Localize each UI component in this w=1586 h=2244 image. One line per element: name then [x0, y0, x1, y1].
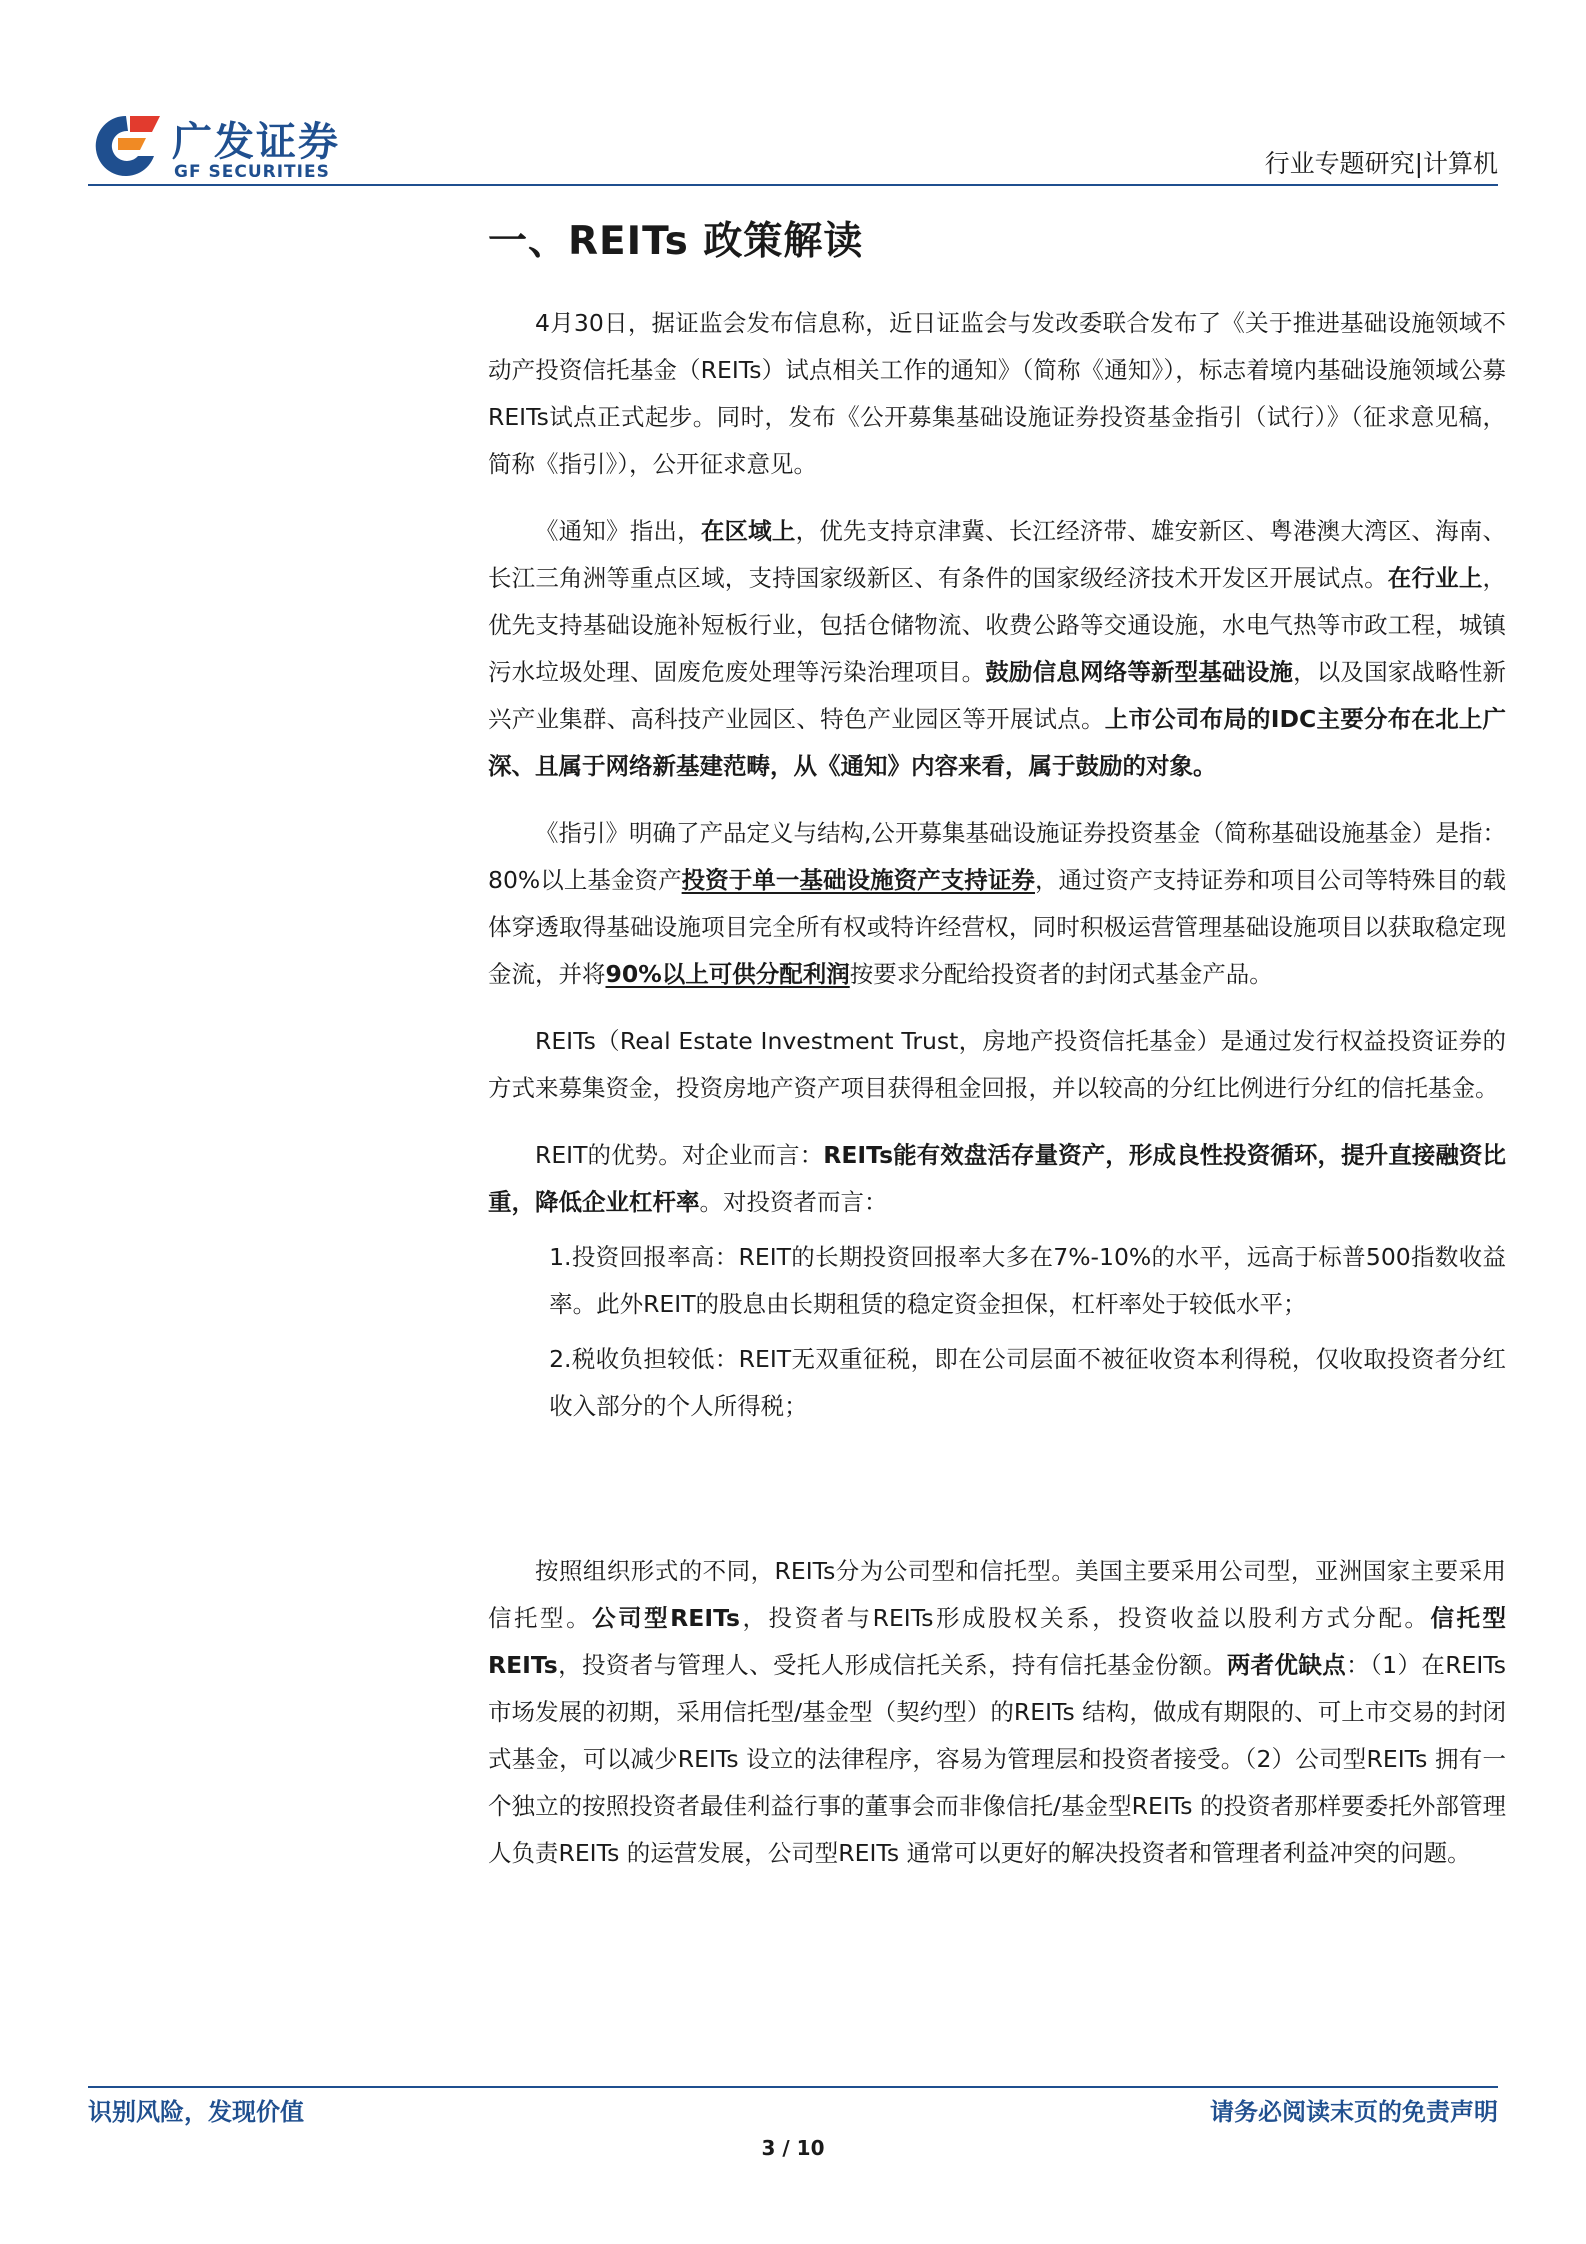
page-number: 3 / 10	[761, 2136, 825, 2160]
company-logo	[88, 104, 348, 184]
report-body	[488, 196, 1506, 1897]
paragraph-notice-scope: 《通知》指出，在区域上，优先支持京津冀、长江经济带、雄安新区、粤港澳大湾区、海南、长江三角洲等重点区域，支持国家级新区、有条件的国家级经济技术开发区开展试点。在行业上，优先支持基础设施补短板行业，包括仓储物流、收费公路等交通设施，水电气热等市政工程，城镇污水垃圾处理、固废危废处理等污染治理项目。鼓励信息网络等新型基础设施，以及国家战略性新兴产业集群、高科技产业园区、特色产业园区等开展试点。上市公司布局的IDC主要分布在北上广深、且属于网络新基建范畴，从《通知》内容来看，属于鼓励的对象。	[488, 517, 1507, 780]
logo-chinese-name: 广发证券	[172, 119, 340, 165]
paragraph-notice-release: 4月30日，据证监会发布信息称，近日证监会与发改委联合发布了《关于推进基础设施领域不动产投资信托基金（REITs）试点相关工作的通知》（简称《通知》），标志着境内基础设施领域公募REITs试点正式起步。同时，发布《公开募集基础设施证券投资基金指引（试行）》（征求意见稿，简称《指引》），公开征求意见。	[488, 309, 1506, 478]
footer-disclaimer-link: 请务必阅读末页的免责声明	[1210, 2098, 1498, 2126]
paragraph-reits-advantages: REIT的优势。对企业而言：REITs能有效盘活存量资产，形成良性投资循环，提升直接融资比重，降低企业杠杆率。对投资者而言：	[488, 1141, 1506, 1216]
paragraph-guideline-definition: 《指引》明确了产品定义与结构,公开募集基础设施证券投资基金（简称基础设施基金）是指：80%以上基金资产投资于单一基础设施资产支持证券，通过资产支持证券和项目公司等特殊目的载体穿透取得基础设施项目完全所有权或特许经营权，同时积极运营管理基础设施项目以获取稳定现金流，并将90%以上可供分配利润按要求分配给投资者的封闭式基金产品。	[488, 819, 1507, 988]
paragraph-reits-definition: REITs（Real Estate Investment Trust，房地产投资信托基金）是通过发行权益投资证券的方式来募集资金，投资房地产资产项目获得租金回报，并以较高的分红比例进行分红的信托基金。	[488, 1027, 1506, 1102]
footer-divider	[88, 2086, 1498, 2088]
list-item-high-return: 1.投资回报率高：REIT的长期投资回报率大多在7%-10%的水平，远高于标普500指数收益率。此外REIT的股息由长期租赁的稳定资金担保，杠杆率处于较低水平；	[549, 1243, 1506, 1318]
logo-english-name: GF SECURITIES	[174, 162, 330, 182]
report-category: 行业专题研究|计算机	[1264, 149, 1498, 178]
header-divider	[88, 184, 1498, 186]
section-title: 一、REITs 政策解读	[488, 219, 864, 264]
gf-logo-icon	[88, 112, 164, 178]
footer-slogan: 识别风险，发现价值	[88, 2098, 304, 2126]
paragraph-reits-types: 按照组织形式的不同，REITs分为公司型和信托型。美国主要采用公司型，亚洲国家主要采用信托型。公司型REITs，投资者与REITs形成股权关系，投资收益以股利方式分配。信托型REITs，投资者与管理人、受托人形成信托关系，持有信托基金份额。两者优缺点：（1）在REITs 市场发展的初期，采用信托型/基金型（契约型）的REITs 结构，做成有期限的、可上市交易的封闭式基金，可以减少REITs 设立的法律程序，容易为管理层和投资者接受。（2）公司型REITs 拥有一个独立的按照投资者最佳利益行事的董事会而非像信托/基金型REITs 的投资者那样要委托外部管理人负责REITs 的运营发展，公司型REITs 通常可以更好的解决投资者和管理者利益冲突的问题。	[488, 1557, 1507, 1867]
list-item-low-tax: 2.税收负担较低：REIT无双重征税，即在公司层面不被征收资本利得税，仅收取投资者分红收入部分的个人所得税；	[549, 1345, 1506, 1420]
